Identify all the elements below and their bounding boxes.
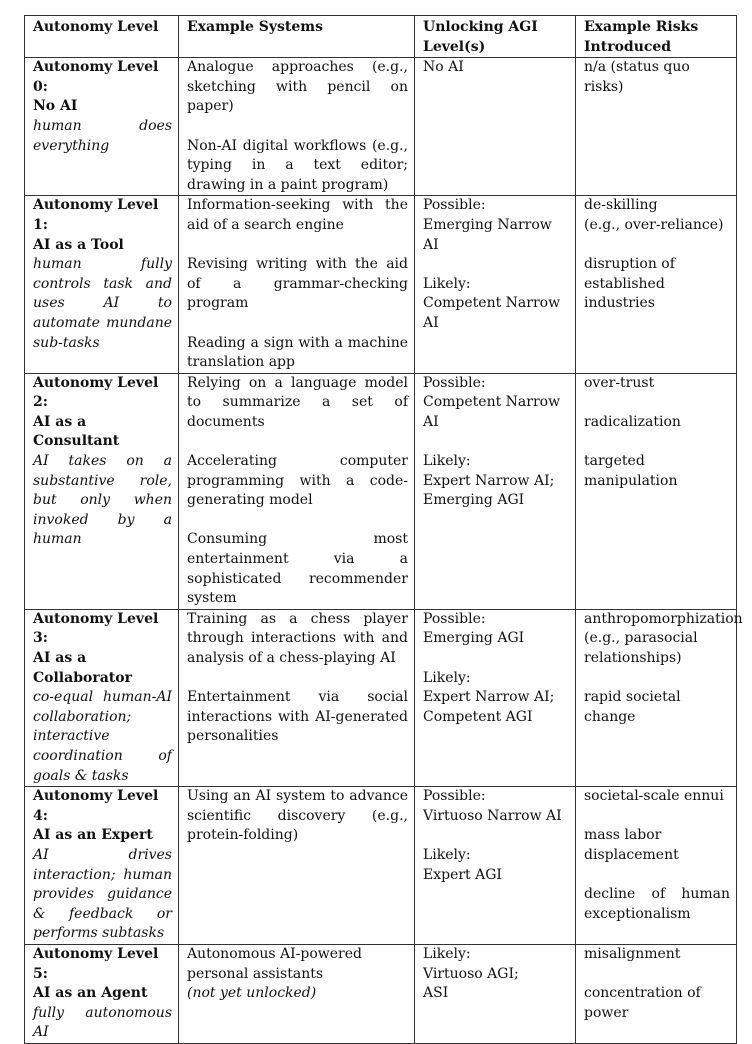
risks-cell bbox=[576, 787, 737, 945]
table-header bbox=[25, 16, 737, 58]
example-system: Revising writing with the aid of a grammar-checking program bbox=[187, 256, 408, 312]
level-name: AI as an Expert bbox=[33, 827, 153, 844]
example-system: Non-AI digital workflows (e.g., typing in a text editor; drawing in a paint program) bbox=[187, 137, 408, 193]
table-row-level-2 bbox=[25, 373, 737, 609]
table-body bbox=[25, 58, 743, 1044]
table-row-level-3 bbox=[25, 609, 737, 786]
agi-line: Emerging AGI bbox=[423, 630, 525, 647]
risk-line: societal-scale ennui bbox=[584, 788, 724, 805]
agi-levels-cell bbox=[415, 58, 576, 196]
agi-line: Likely: bbox=[423, 945, 471, 962]
risks-cell bbox=[576, 373, 737, 609]
header-unlocking-agi-levels: Unlocking AGI Level(s) bbox=[415, 16, 576, 58]
example-system: Training as a chess player through interactions with and analysis of a chess-playing AI bbox=[187, 610, 408, 666]
level-description: AI drives interaction; human provides guidance & feedback or performs subtasks bbox=[33, 846, 172, 942]
agi-line: Emerging Narrow AI bbox=[423, 216, 552, 253]
example-system-note: (not yet unlocked) bbox=[187, 985, 317, 1002]
risks-cell bbox=[576, 58, 737, 196]
example-system: Consuming most entertainment via a sophisticated recommender system bbox=[187, 531, 408, 607]
agi-line: Likely: bbox=[423, 846, 471, 863]
table-row-level-0 bbox=[25, 58, 737, 196]
agi-line: ASI bbox=[423, 985, 449, 1002]
level-number: Autonomy Level 2: bbox=[33, 374, 159, 411]
risk-line: over-trust bbox=[584, 374, 655, 391]
autonomy-level-cell bbox=[25, 944, 179, 1043]
risk-line: disruption of established industries bbox=[584, 256, 675, 312]
agi-line: Expert Narrow AI; bbox=[423, 472, 555, 489]
agi-line: Competent Narrow AI bbox=[423, 295, 561, 331]
example-systems-cell bbox=[179, 196, 415, 373]
agi-line: Likely: bbox=[423, 275, 471, 292]
level-number: Autonomy Level 0: bbox=[33, 59, 159, 95]
risks-cell bbox=[576, 944, 737, 1043]
agi-line: Likely: bbox=[423, 453, 471, 470]
header-example-risks: Example Risks Introduced bbox=[576, 16, 737, 58]
example-systems-cell bbox=[179, 58, 415, 196]
autonomy-level-cell bbox=[25, 787, 179, 945]
risk-line: (e.g., over-reliance) bbox=[584, 216, 724, 233]
agi-levels-cell bbox=[415, 196, 576, 373]
agi-levels-cell bbox=[415, 373, 576, 609]
level-name: AI as a Collaborator bbox=[33, 650, 132, 686]
agi-line: Virtuoso Narrow AI bbox=[423, 807, 562, 824]
header-example-systems: Example Systems bbox=[179, 16, 415, 58]
risk-line: (e.g., parasocial relationships) bbox=[584, 630, 698, 666]
risk-line: anthropomorphization bbox=[584, 610, 743, 627]
risks-cell bbox=[576, 196, 737, 373]
example-system: Autonomous AI-powered personal assistants bbox=[187, 945, 362, 982]
agi-line: Emerging AGI bbox=[423, 492, 525, 509]
level-description: co-equal human-AI collaboration; interactive coordination of goals & tasks bbox=[33, 689, 172, 784]
risk-line: concentration of power bbox=[584, 985, 701, 1021]
example-systems-cell bbox=[179, 609, 415, 786]
table-row-level-4 bbox=[25, 787, 737, 945]
risk-line: n/a (status quo risks) bbox=[584, 59, 690, 95]
example-system: Entertainment via social interactions with AI-generated personalities bbox=[187, 689, 408, 745]
level-description: AI takes on a substantive role, but only when invoked by a human bbox=[33, 453, 172, 548]
level-description: human does everything bbox=[33, 117, 172, 154]
level-name: AI as an Agent bbox=[33, 985, 148, 1002]
autonomy-level-cell bbox=[25, 373, 179, 609]
level-number: Autonomy Level 5: bbox=[33, 945, 159, 982]
agi-line: Competent Narrow AI bbox=[423, 394, 561, 430]
autonomy-level-cell bbox=[25, 196, 179, 373]
agi-levels-cell bbox=[415, 944, 576, 1043]
level-name: No AI bbox=[33, 98, 78, 115]
example-system: Relying on a language model to summarize a set of documents bbox=[187, 374, 408, 430]
agi-line: Likely: bbox=[423, 669, 471, 686]
agi-line: Expert Narrow AI; bbox=[423, 689, 555, 706]
table-row-level-1 bbox=[25, 196, 737, 373]
example-system: Information-seeking with the aid of a search engine bbox=[187, 197, 408, 233]
risk-line: rapid societal change bbox=[584, 689, 681, 725]
example-system: Accelerating computer programming with a code-generating model bbox=[187, 453, 408, 509]
agi-line: Possible: bbox=[423, 610, 486, 627]
header-row bbox=[25, 16, 737, 58]
level-number: Autonomy Level 1: bbox=[33, 197, 159, 233]
example-system: Analogue approaches (e.g., sketching with pencil on paper) bbox=[187, 59, 408, 115]
autonomy-levels-table bbox=[24, 15, 743, 1044]
agi-line: No AI bbox=[423, 59, 464, 76]
level-name: AI as a Consultant bbox=[33, 413, 120, 450]
example-systems-cell bbox=[179, 373, 415, 609]
table-row-level-5 bbox=[25, 944, 737, 1043]
risks-cell bbox=[576, 609, 743, 786]
example-system: Reading a sign with a machine translation app bbox=[187, 334, 408, 371]
agi-line: Competent AGI bbox=[423, 708, 533, 725]
level-number: Autonomy Level 4: bbox=[33, 788, 159, 824]
level-number: Autonomy Level 3: bbox=[33, 610, 159, 647]
level-description: human fully controls task and uses AI to automate mundane sub-tasks bbox=[33, 256, 172, 351]
example-systems-cell bbox=[179, 787, 415, 945]
level-description: fully autonomous AI bbox=[33, 1004, 172, 1041]
risk-line: radicalization bbox=[584, 413, 681, 430]
risk-line: misalignment bbox=[584, 945, 681, 962]
risk-line: de-skilling bbox=[584, 197, 658, 214]
autonomy-level-cell bbox=[25, 609, 179, 786]
risk-line: mass labor displacement bbox=[584, 827, 679, 863]
agi-line: Virtuoso AGI; bbox=[423, 965, 519, 982]
header-autonomy-level: Autonomy Level bbox=[25, 16, 179, 58]
agi-levels-cell bbox=[415, 609, 576, 786]
risk-line: decline of human exceptionalism bbox=[584, 886, 730, 922]
autonomy-level-cell bbox=[25, 58, 179, 196]
risk-line: targeted manipulation bbox=[584, 453, 678, 489]
example-system: Using an AI system to advance scientific discovery (e.g., protein-folding) bbox=[187, 788, 408, 844]
agi-line: Possible: bbox=[423, 374, 486, 391]
agi-line: Expert AGI bbox=[423, 866, 502, 883]
level-name: AI as a Tool bbox=[33, 236, 124, 253]
agi-levels-cell bbox=[415, 787, 576, 945]
example-systems-cell bbox=[179, 944, 415, 1043]
agi-line: Possible: bbox=[423, 197, 486, 214]
agi-line: Possible: bbox=[423, 788, 486, 805]
